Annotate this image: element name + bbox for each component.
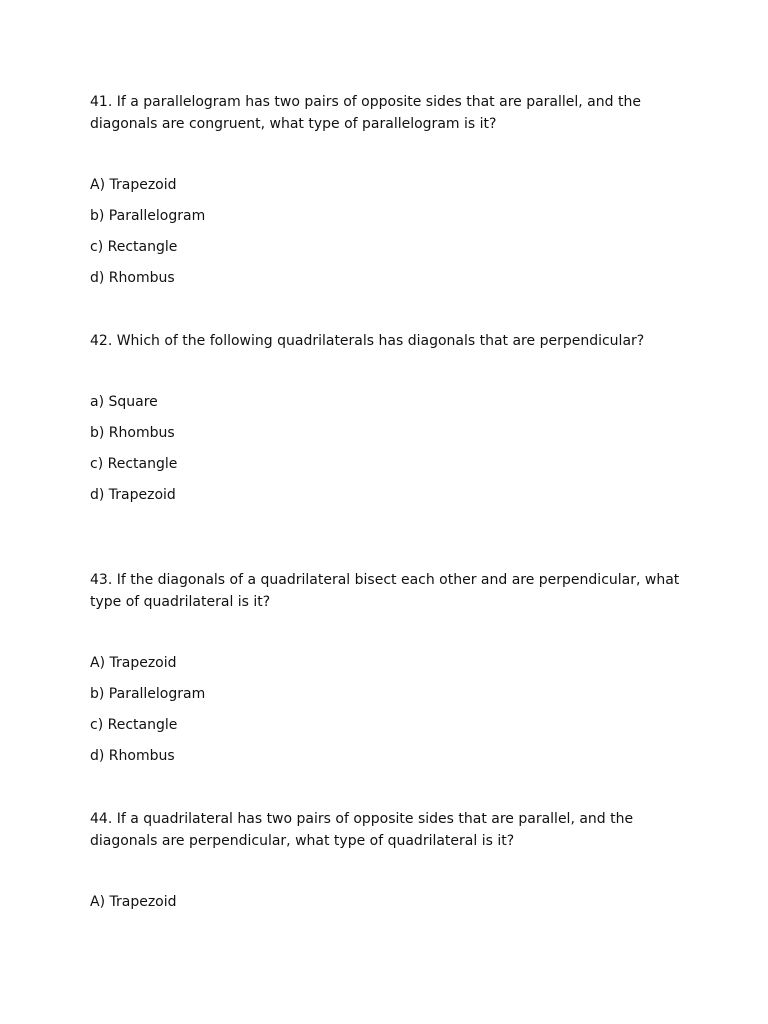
answer-options bbox=[90, 892, 690, 923]
question-text: 41. If a parallelogram has two pairs of opposite sides that are parallel, and the diagonals are congruent, what type of parallelogram is it? bbox=[90, 94, 641, 132]
answer-option: c) Rectangle bbox=[90, 717, 178, 733]
question-text: 44. If a quadrilateral has two pairs of opposite sides that are parallel, and the diagonals are perpendicular, what type of quadrilateral is it? bbox=[90, 811, 634, 849]
answer-option: d) Trapezoid bbox=[90, 487, 176, 503]
answer-option: c) Rectangle bbox=[90, 456, 178, 472]
answer-options bbox=[90, 175, 690, 299]
answer-option: d) Rhombus bbox=[90, 270, 175, 286]
answer-option: b) Rhombus bbox=[90, 425, 175, 441]
question-43 bbox=[90, 569, 690, 777]
answer-options bbox=[90, 392, 690, 516]
answer-option: d) Rhombus bbox=[90, 748, 175, 764]
answer-option: b) Parallelogram bbox=[90, 208, 206, 224]
answer-option: a) Square bbox=[90, 394, 158, 410]
question-41 bbox=[90, 91, 690, 299]
answer-option: c) Rectangle bbox=[90, 239, 178, 255]
answer-option: b) Parallelogram bbox=[90, 686, 206, 702]
answer-options bbox=[90, 653, 690, 777]
question-text: 43. If the diagonals of a quadrilateral bisect each other and are perpendicular, what type of quadrilateral is it? bbox=[90, 572, 680, 610]
answer-option: A) Trapezoid bbox=[90, 177, 177, 193]
answer-option: A) Trapezoid bbox=[90, 894, 177, 910]
question-42 bbox=[90, 330, 690, 516]
answer-option: A) Trapezoid bbox=[90, 655, 177, 671]
question-text: 42. Which of the following quadrilaterals has diagonals that are perpendicular? bbox=[90, 333, 645, 349]
question-44 bbox=[90, 808, 690, 923]
